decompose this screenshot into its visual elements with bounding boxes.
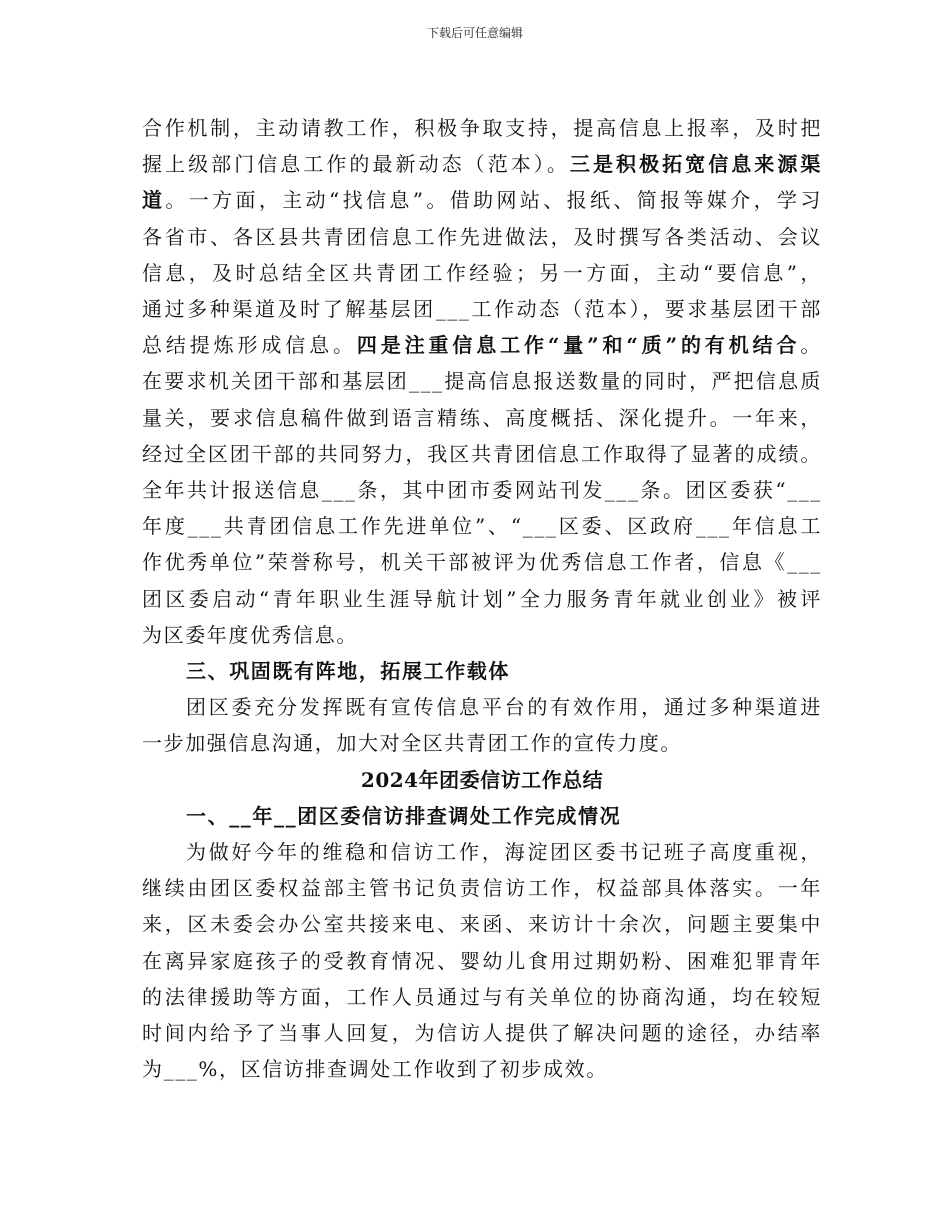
text-line: 年度___共青团信息工作先进单位”、“___区委、区政府___年信息工 xyxy=(142,514,822,539)
text-line: 在要求机关团干部和基层团___提高信息报送数量的同时，严把信息质 xyxy=(142,369,822,394)
text-line: 时间内给予了当事人回复，为信访人提供了解决问题的途径，办结率 xyxy=(142,1021,822,1046)
text-line: 团区委充分发挥既有宣传信息平台的有效作用，通过多种渠道进 xyxy=(186,695,822,720)
text-line: 一步加强信息沟通，加大对全区共青团工作的宣传力度。 xyxy=(142,731,682,756)
text-line: 为做好今年的维稳和信访工作，海淀团区委书记班子高度重视， xyxy=(186,840,822,865)
text-line: 继续由团区委权益部主管书记负责信访工作，权益部具体落实。一年 xyxy=(142,876,822,901)
text-line: 来，区未委会办公室共接来电、来函、来访计十余次，问题主要集中 xyxy=(142,912,822,937)
text-line: 通过多种渠道及时了解基层团___工作动态（范本），要求基层团干部 xyxy=(142,297,822,322)
text-line: 总结提炼形成信息。四是注重信息工作“量”和“质”的有机结合。 xyxy=(142,333,822,358)
text-line: 信息，及时总结全区共青团工作经验；另一方面，主动“要信息”， xyxy=(142,260,822,285)
text-line: 经过全区团干部的共同努力，我区共青团信息工作取得了显著的成绩。 xyxy=(142,441,822,466)
document-body xyxy=(142,110,822,1087)
text-line: 作优秀单位”荣誉称号，机关干部被评为优秀信息工作者，信息《___ xyxy=(142,550,822,575)
text-line: 团区委启动“青年职业生涯导航计划”全力服务青年就业创业》被评 xyxy=(142,586,822,611)
paragraph-section3 xyxy=(142,689,822,761)
text-line: 合作机制，主动请教工作，积极争取支持，提高信息上报率，及时把 xyxy=(142,116,822,140)
text-line: 量关，要求信息稿件做到语言精练、高度概括、深化提升。一年来， xyxy=(142,405,822,430)
text-line: 道。一方面，主动“找信息”。借助网站、报纸、简报等媒介，学习 xyxy=(142,188,822,213)
text-line: 为___%，区信访排查调处工作收到了初步成效。 xyxy=(142,1057,608,1082)
text-line: 各省市、各区县共青团信息工作先进做法，及时撰写各类活动、会议 xyxy=(142,224,822,249)
section-heading: 一、__年__团区委信访排查调处工作完成情况 xyxy=(186,803,622,828)
document-title: 2024年团委信访工作总结 xyxy=(360,767,604,792)
page-header: 下载后可任意编辑 xyxy=(426,26,523,40)
text-line: 为区委年度优秀信息。 xyxy=(142,622,358,647)
text-line: 的法律援助等方面，工作人员通过与有关单位的协商沟通，均在较短 xyxy=(142,984,822,1009)
paragraph-info-work xyxy=(142,110,822,653)
text-line: 握上级部门信息工作的最新动态（范本）。三是积极拓宽信息来源渠 xyxy=(142,152,822,177)
text-line: 在离异家庭孩子的受教育情况、婴幼儿食用过期奶粉、困难犯罪青年 xyxy=(142,948,822,973)
paragraph-petition-work xyxy=(142,834,822,1087)
text-line: 全年共计报送信息___条，其中团市委网站刊发___条。团区委获“___ xyxy=(142,478,822,503)
section-heading: 三、巩固既有阵地，拓展工作载体 xyxy=(186,659,510,684)
